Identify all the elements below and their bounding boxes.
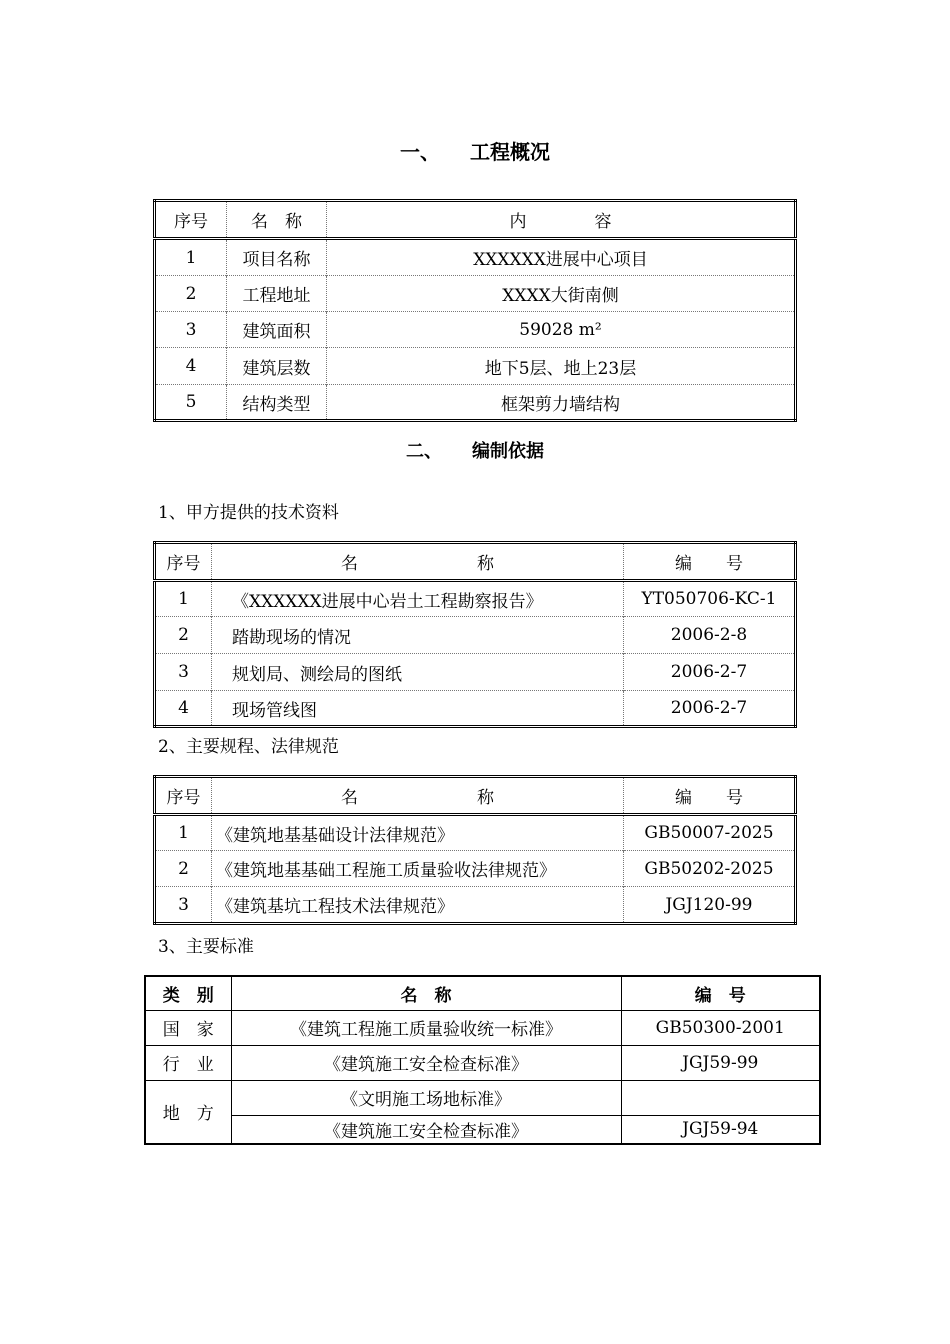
cell-name: 《文明施工场地标准》 <box>231 1080 621 1115</box>
header-cell: 序号 <box>155 777 212 815</box>
cell-content: XXXXXX进展中心项目 <box>327 239 796 276</box>
cell-name: 《建筑施工安全检查标准》 <box>231 1115 621 1144</box>
table-row <box>155 851 796 887</box>
cell-name: 踏勘现场的情况 <box>212 617 624 654</box>
cell-index: 2 <box>155 276 227 312</box>
cell-code: JGJ59-94 <box>621 1115 820 1144</box>
section-2-title: 编制依据 <box>472 441 544 462</box>
cell-name: 项目名称 <box>227 239 327 276</box>
cell-index: 3 <box>155 654 212 691</box>
section-1-title: 工程概况 <box>470 140 550 164</box>
table-row <box>155 385 796 421</box>
header-cell: 内 容 <box>327 201 796 239</box>
cell-code: GB50202-2025 <box>624 851 796 887</box>
cell-index: 1 <box>185 247 197 268</box>
table-row <box>155 654 796 691</box>
cell-index: 1 <box>178 823 189 843</box>
header-cell: 序号 <box>155 543 212 581</box>
cell-name: 《建筑工程施工质量验收统一标准》 <box>231 1010 621 1045</box>
cell-code: 2006-2-8 <box>624 617 796 654</box>
header-cell: 名 称 <box>212 543 624 581</box>
table-header-row <box>145 976 820 1010</box>
cell-index: 2 <box>155 851 212 887</box>
section-1-heading <box>0 136 950 165</box>
cell-index: 5 <box>155 385 227 421</box>
header-cell: 序号 <box>155 201 227 239</box>
header-cell: 编 号 <box>621 976 820 1010</box>
header-cell: 类 别 <box>145 976 231 1010</box>
project-overview-table <box>153 199 797 422</box>
table-row <box>155 617 796 654</box>
table-row <box>155 239 796 276</box>
cell-name: 《建筑基坑工程技术法律规范》 <box>212 887 624 924</box>
section-2-heading <box>0 437 950 463</box>
cell-content: 59028 m² <box>327 312 796 348</box>
cell-name: 工程地址 <box>227 276 327 312</box>
section-2-number: 二、 <box>406 441 442 462</box>
cell-name: 《建筑施工安全检查标准》 <box>231 1045 621 1080</box>
cell-index: 2 <box>155 617 212 654</box>
cell-name: 结构类型 <box>227 385 327 421</box>
cell-category: 国 家 <box>145 1010 231 1045</box>
cell-name: 建筑面积 <box>227 312 327 348</box>
subheading-standards: 3、主要标准 <box>158 937 254 957</box>
cell-name: 《建筑地基基础工程施工质量验收法律规范》 <box>212 851 624 887</box>
header-cell: 名 称 <box>227 201 327 239</box>
cell-index: 1 <box>178 589 189 609</box>
header-cell: 名 称 <box>231 976 621 1010</box>
cell-code: JGJ120-99 <box>624 887 796 924</box>
subheading-client-materials: 1、甲方提供的技术资料 <box>158 503 339 523</box>
table-header-row <box>155 543 796 581</box>
cell-category: 地 方 <box>145 1080 231 1144</box>
table-row <box>155 312 796 348</box>
table-row <box>145 1045 820 1080</box>
subheading-regulations: 2、主要规程、法律规范 <box>158 737 339 757</box>
cell-category: 行 业 <box>145 1045 231 1080</box>
table-row <box>145 1080 820 1115</box>
cell-content: 框架剪力墙结构 <box>327 385 796 421</box>
cell-index: 3 <box>155 312 227 348</box>
cell-code: GB50300-2001 <box>621 1010 820 1045</box>
cell-name: 现场管线图 <box>212 691 624 727</box>
cell-name: 《XXXXXX进展中心岩土工程勘察报告》 <box>212 581 624 617</box>
cell-code: 2006-2-7 <box>624 691 796 727</box>
table-row <box>155 815 796 851</box>
cell-content: XXXX大街南侧 <box>327 276 796 312</box>
cell-code: 2006-2-7 <box>624 654 796 691</box>
client-materials-table <box>153 541 797 728</box>
cell-index: 4 <box>155 348 227 385</box>
cell-name: 规划局、测绘局的图纸 <box>212 654 624 691</box>
cell-code: GB50007-2025 <box>624 815 796 851</box>
table-row <box>155 276 796 312</box>
cell-code: JGJ59-99 <box>621 1045 820 1080</box>
cell-code: YT050706-KC-1 <box>624 581 796 617</box>
header-cell: 编 号 <box>624 543 796 581</box>
header-cell: 名 称 <box>212 777 624 815</box>
section-1-number: 一、 <box>400 140 440 164</box>
table-header-row <box>155 201 796 239</box>
header-cell: 编 号 <box>624 777 796 815</box>
table-row <box>155 581 796 617</box>
cell-code <box>621 1080 820 1115</box>
cell-name: 《建筑地基基础设计法律规范》 <box>212 815 624 851</box>
standards-table <box>144 975 821 1145</box>
cell-content: 地下5层、地上23层 <box>327 348 796 385</box>
table-row <box>155 887 796 924</box>
table-row <box>145 1010 820 1045</box>
table-row <box>145 1115 820 1144</box>
table-header-row <box>155 777 796 815</box>
cell-index: 4 <box>155 691 212 727</box>
regulations-table <box>153 775 797 925</box>
table-row <box>155 691 796 727</box>
cell-name: 建筑层数 <box>227 348 327 385</box>
table-row <box>155 348 796 385</box>
cell-index: 3 <box>155 887 212 924</box>
